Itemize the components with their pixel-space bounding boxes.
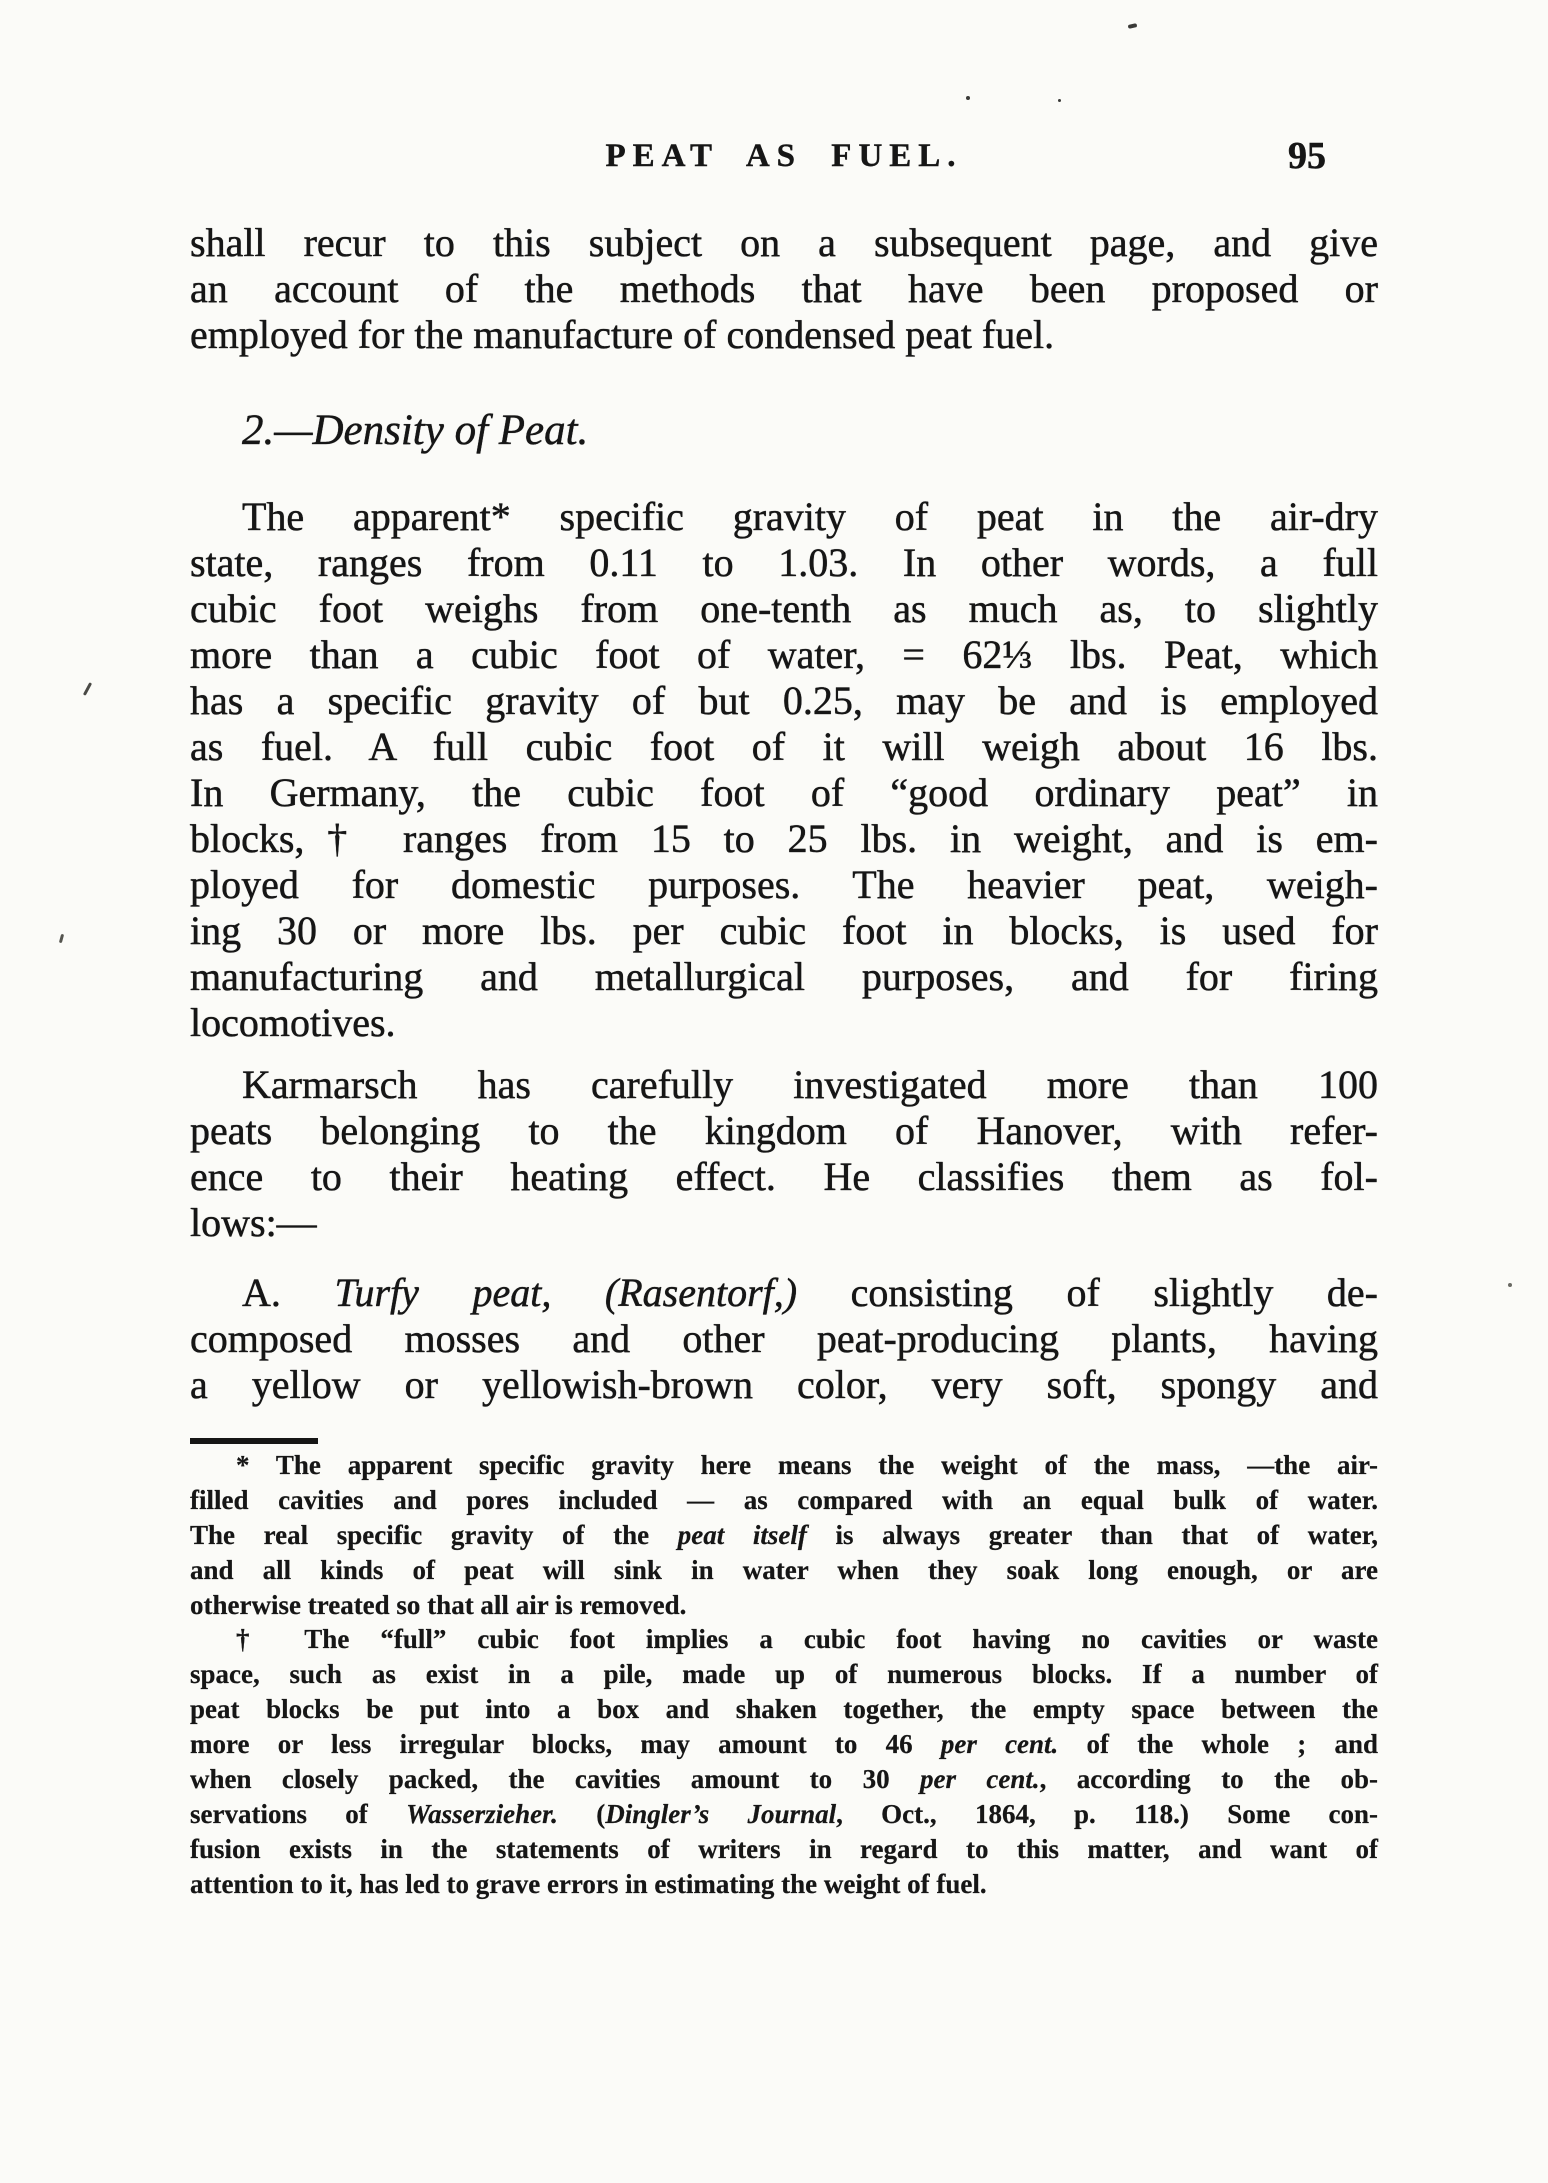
text-segment: lows:—	[190, 1200, 317, 1245]
text-line	[190, 266, 1378, 312]
text-segment: filled cavities and pores included — as compared with an equal bulk of water.	[190, 1485, 1378, 1515]
text-segment: manufacturing and metallurgical purposes, and for firing	[190, 954, 1378, 999]
paragraph-turfy-peat	[190, 1270, 1378, 1408]
text-line	[190, 1316, 1378, 1362]
text-line	[190, 954, 1378, 1000]
text-segment: * The apparent specific gravity here means the weight of the mass, —the air-	[236, 1450, 1378, 1480]
text-line	[190, 632, 1378, 678]
text-segment: A.	[242, 1270, 335, 1315]
paragraph-karmarsch	[190, 1062, 1378, 1246]
text-line	[190, 770, 1378, 816]
footnote-dagger	[190, 1622, 1378, 1902]
text-segment: † The “full” cubic foot implies a cubic foot having no cavities or waste	[236, 1624, 1378, 1654]
text-segment: consisting of slightly de-	[797, 1270, 1378, 1315]
text-segment: ployed for domestic purposes. The heavier peat, weigh-	[190, 862, 1378, 907]
text-line	[190, 1448, 1378, 1483]
text-line	[190, 220, 1378, 266]
text-segment: locomotives.	[190, 1000, 396, 1045]
scan-speck	[966, 96, 970, 100]
text-line	[190, 816, 1378, 862]
text-segment: fusion exists in the statements of writers in regard to this matter, and want of	[190, 1834, 1378, 1864]
italic-text: per cent.	[940, 1729, 1059, 1759]
section-heading: 2.—Density of Peat.	[242, 407, 589, 454]
text-line	[190, 1832, 1378, 1867]
italic-text: per cent.	[920, 1764, 1040, 1794]
text-segment: attention to it, has led to grave errors in estimating the weight of fuel.	[190, 1869, 987, 1899]
text-segment: of the whole ; and	[1058, 1729, 1378, 1759]
text-segment: cubic foot weighs from one-tenth as much as, to slightly	[190, 586, 1378, 631]
text-line	[190, 1553, 1378, 1588]
text-line	[190, 1588, 1378, 1623]
text-segment: (	[557, 1799, 606, 1829]
text-line	[190, 1154, 1378, 1200]
text-line	[190, 678, 1378, 724]
text-segment: , according to the ob-	[1039, 1764, 1378, 1794]
italic-text: Wasserzieher.	[406, 1799, 558, 1829]
text-line	[190, 1727, 1378, 1762]
text-segment: otherwise treated so that all air is removed.	[190, 1590, 687, 1620]
text-line	[190, 1657, 1378, 1692]
scan-speck	[1508, 1283, 1512, 1287]
text-segment: The real specific gravity of the	[190, 1520, 678, 1550]
text-line	[190, 1062, 1378, 1108]
text-line	[190, 540, 1378, 586]
scan-speck	[59, 934, 64, 943]
text-line	[190, 1692, 1378, 1727]
paragraph-continuation	[190, 220, 1378, 358]
text-line	[190, 1518, 1378, 1553]
text-segment: more than a cubic foot of water, = 62⅓ lbs. Peat, which	[190, 632, 1378, 677]
text-segment: peat blocks be put into a box and shaken together, the empty space between the	[190, 1694, 1378, 1724]
text-segment: space, such as exist in a pile, made up of numerous blocks. If a number of	[190, 1659, 1378, 1689]
text-line	[190, 1200, 1378, 1246]
footnote-asterisk	[190, 1448, 1378, 1623]
text-segment: when closely packed, the cavities amount to 30	[190, 1764, 920, 1794]
text-line	[190, 1483, 1378, 1518]
text-segment: more or less irregular blocks, may amount to 46	[190, 1729, 941, 1759]
scan-speck	[1128, 23, 1138, 29]
text-line	[190, 1108, 1378, 1154]
text-line	[190, 862, 1378, 908]
page-number: 95	[1288, 135, 1326, 177]
text-segment: composed mosses and other peat-producing plants, having	[190, 1316, 1378, 1361]
text-segment: The apparent* specific gravity of peat in the air-dry	[242, 494, 1378, 539]
text-segment: ence to their heating effect. He classifies them as fol-	[190, 1154, 1378, 1199]
text-segment: a yellow or yellowish-brown color, very soft, spongy and	[190, 1362, 1378, 1407]
text-line	[190, 1000, 1378, 1046]
text-line	[190, 908, 1378, 954]
footnote-rule	[190, 1438, 318, 1444]
text-segment: employed for the manufacture of condensed peat fuel.	[190, 312, 1055, 357]
text-segment: In Germany, the cubic foot of “good ordinary peat” in	[190, 770, 1378, 815]
text-line	[190, 312, 1378, 358]
text-segment: Karmarsch has carefully investigated more than 100	[242, 1062, 1378, 1107]
text-segment: an account of the methods that have been proposed or	[190, 266, 1378, 311]
text-segment: ing 30 or more lbs. per cubic foot in blocks, is used for	[190, 908, 1378, 953]
text-line	[190, 1867, 1378, 1902]
text-segment: has a specific gravity of but 0.25, may be and is employed	[190, 678, 1378, 723]
text-line	[190, 494, 1378, 540]
text-line	[190, 724, 1378, 770]
text-segment: and all kinds of peat will sink in water when they soak long enough, or are	[190, 1555, 1378, 1585]
text-segment: servations of	[190, 1799, 407, 1829]
text-segment: blocks,† ranges from 15 to 25 lbs. in weight, and is em-	[190, 816, 1378, 861]
italic-text: Dingler’s Journal	[605, 1799, 837, 1829]
text-segment: is always greater than that of water,	[806, 1520, 1378, 1550]
scan-speck	[83, 682, 92, 696]
text-segment: , Oct., 1864, p. 118.) Some con-	[836, 1799, 1378, 1829]
paragraph-density	[190, 494, 1378, 1046]
running-title: PEAT AS FUEL.	[605, 138, 963, 174]
text-segment: state, ranges from 0.11 to 1.03. In other words, a full	[190, 540, 1378, 585]
scan-speck	[1058, 99, 1061, 102]
text-segment: peats belonging to the kingdom of Hanover, with refer-	[190, 1108, 1378, 1153]
page-header	[190, 135, 1378, 177]
text-segment: shall recur to this subject on a subsequent page, and give	[190, 220, 1378, 265]
text-line	[190, 1622, 1378, 1657]
text-line	[190, 1270, 1378, 1316]
text-line	[190, 1762, 1378, 1797]
text-line	[190, 586, 1378, 632]
text-segment: as fuel. A full cubic foot of it will weigh about 16 lbs.	[190, 724, 1378, 769]
italic-text: Turfy peat, (Rasentorf,)	[334, 1270, 798, 1315]
italic-text: peat itself	[677, 1520, 807, 1550]
text-line	[190, 1797, 1378, 1832]
text-line	[190, 1362, 1378, 1408]
